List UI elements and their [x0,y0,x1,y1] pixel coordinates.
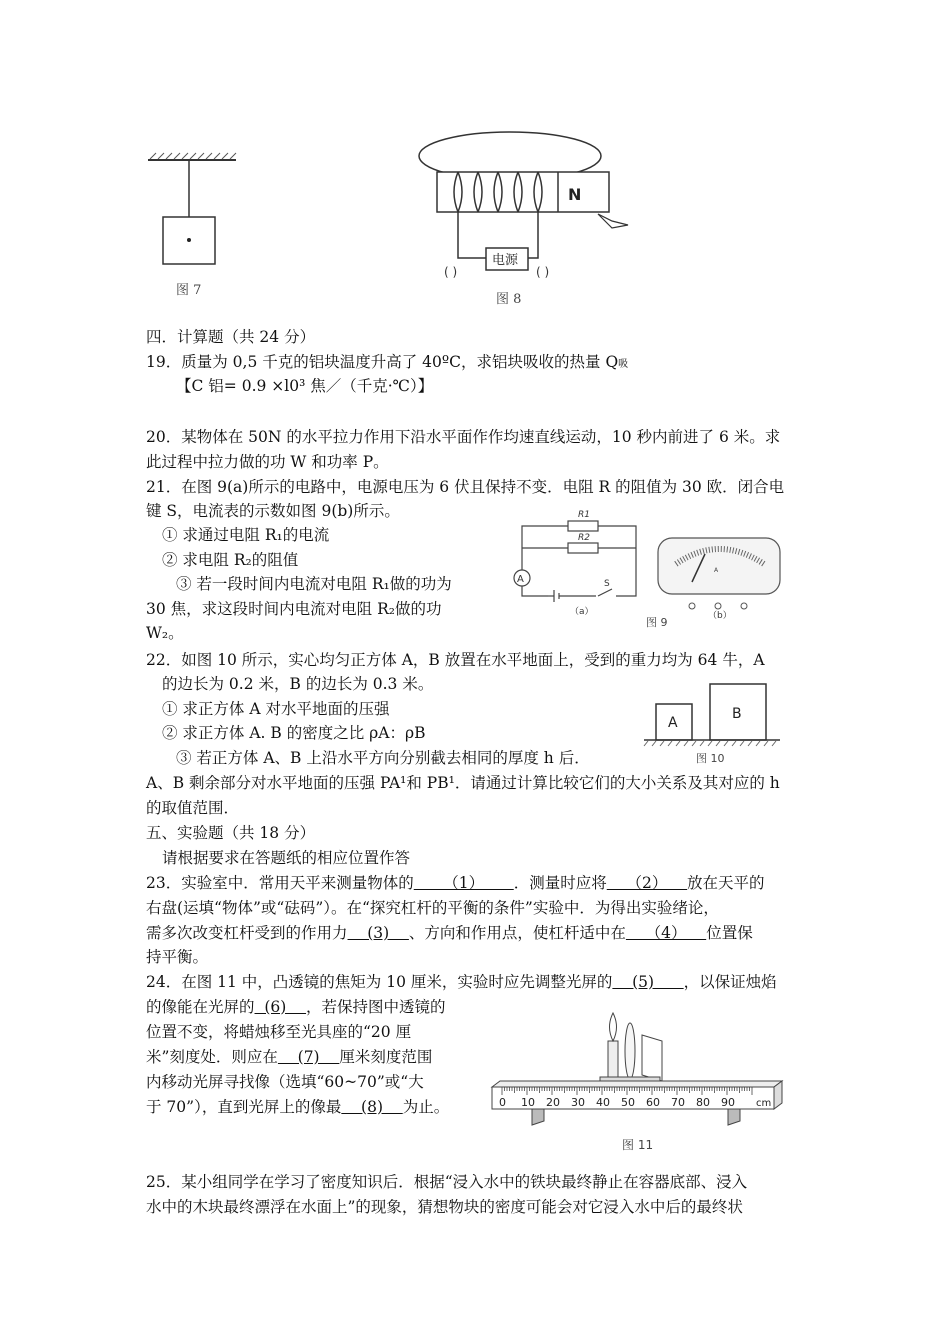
q19-line2: 【C 铝= 0.9 ×l0³ 焦／（千克·℃）】 [176,377,434,395]
ruler-label: 10 [521,1096,535,1109]
blank-6: (6) [254,998,307,1016]
fig11-unit: cm [756,1098,772,1109]
blank-4: （4） [625,924,707,942]
fig10-b: B [732,706,742,722]
blank-7: (7) [277,1048,340,1066]
figure-8 [418,130,633,280]
blank-1: （1） [413,874,514,892]
ruler-label: 70 [671,1096,685,1109]
q24-line6: 于 70”），直到光屏上的像最 (8) 为止。 [146,1098,450,1116]
ruler-label: 60 [646,1096,660,1109]
svg-text:A: A [714,567,719,574]
figure-8-caption: 图 8 [496,292,522,307]
q22-item3: ③ 若正方体 A、B 上沿水平方向分别截去相同的厚度 h 后． [176,749,590,767]
ruler-label: 80 [696,1096,710,1109]
ruler-label: 30 [571,1096,585,1109]
figure-7-caption: 图 7 [176,283,202,298]
section-5-note: 请根据要求在答题纸的相应位置作答 [162,849,411,867]
ruler-label: 50 [621,1096,635,1109]
q19-line1: 19．质量为 0,5 千克的铝块温度升高了 40ºC，求铝块吸收的热量 Q吸 [146,353,629,371]
figure-9 [508,502,798,628]
q21-item3c: W₂。 [146,624,184,642]
fig9-a-label: （a） [570,607,594,617]
q23-line1: 23．实验室中．常用天平来测量物体的 （1） ．测量时应将 （2） 放在天平的 [146,874,765,892]
fig8-paren-left: ( ) [444,265,458,279]
q21-line1: 21．在图 9(a)所示的电路中，电源电压为 6 伏且保持不变．电阻 R 的阻值为 30 欧．闭合电 [146,478,785,496]
q21-item1: ① 求通过电阻 R₁的电流 [162,526,330,544]
ruler-label: 0 [499,1096,506,1109]
q20-line2: 此过程中拉力做的功 W 和功率 P。 [146,453,389,471]
q24-line5: 内移动光屏寻找像（选填“60~70”或“大 [146,1073,424,1091]
fig8-north-label: N [568,185,582,204]
q25-line2: 水中的木块最终漂浮在水面上”的现象，猜想物块的密度可能会对它浸入水中后的最终状 [146,1198,743,1216]
fig11-caption: 图 11 [622,1138,654,1152]
q21-item3b: 30 焦，求这段时间内电流对电阻 R₂做的功 [146,600,442,618]
q22-item1: ① 求正方体 A 对水平地面的压强 [162,700,390,718]
fig9-r2: R2 [578,533,590,543]
q25-line1: 25．某小组同学在学习了密度知识后．根据“浸入水中的铁块最终静止在容器底部、浸入 [146,1173,748,1191]
q24-line1: 24．在图 11 中，凸透镜的焦矩为 10 厘米，实验时应先调整光屏的 (5) ，以保证烛焰 [146,973,777,991]
q24-line3: 位置不变，将蜡烛移至光具座的“20 厘 [146,1023,412,1041]
q22-line1: 22．如图 10 所示，实心均匀正方体 A，B 放置在水平地面上，受到的重力均为 64 牛，A [146,651,765,669]
q20-line1: 20．某物体在 50N 的水平拉力作用下沿水平面作作均速直线运动，10 秒内前进了 6 米。求 [146,428,781,446]
q22-line4: 的取值范围． [146,799,240,817]
figure-11 [484,1003,784,1153]
q22-line2: 的边长为 0.2 米，B 的边长为 0.3 米。 [162,675,434,693]
q24-line2: 的像能在光屏的 (6) ，若保持图中透镜的 [146,998,446,1016]
fig8-power-label: 电源 [492,253,519,268]
q22-item2: ② 求正方体 A. B 的密度之比 ρA：ρB [162,724,426,742]
blank-3: (3) [347,924,409,942]
fig8-paren-right: ( ) [536,265,550,279]
q24-line4: 米”刻度处．则应在 (7) 厘米刻度范围 [146,1048,433,1066]
blank-8: (8) [341,1098,403,1116]
ruler-label: 40 [596,1096,610,1109]
blank-2: （2） [606,874,688,892]
figure-10 [640,680,790,766]
fig10-caption: 图 10 [696,752,725,765]
q23-line3: 需多次改变杠杆受到的作用力 (3) 、方向和作用点，使杠杆适中在 （4） 位置保 [146,924,753,942]
ruler-label: 90 [721,1096,735,1109]
section-4-heading: 四．计算题（共 24 分） [146,328,316,346]
q21-item3: ③ 若一段时间内电流对电阻 R₁做的功为 [176,575,452,593]
fig9-b-label: （b） [708,611,732,621]
q22-line3: A、B 剩余部分对水平地面的压强 PA¹和 PB¹．请通过计算比较它们的大小关系及其对应的 h [146,774,780,792]
fig9-ammeter: A [517,574,524,585]
fig9-caption: 图 9 [646,616,668,628]
fig9-r1: R1 [578,510,590,520]
q23-line2: 右盘(运填“物体”或“砝码”）。在“探究杠杆的平衡的条件”实验中．为得出实验绪论， [146,899,719,917]
q21-item2: ② 求电阻 R₂的阻值 [162,551,299,569]
ruler-label: 20 [546,1096,560,1109]
fig9-switch: S [604,579,610,589]
fig10-a: A [668,715,678,731]
blank-5: (5) [612,973,684,991]
section-5-heading: 五、实验题（共 18 分） [146,824,316,842]
q23-line4: 持平衡。 [146,948,209,966]
q21-line2: 键 S，电流表的示数如图 9(b)所示。 [146,502,400,520]
